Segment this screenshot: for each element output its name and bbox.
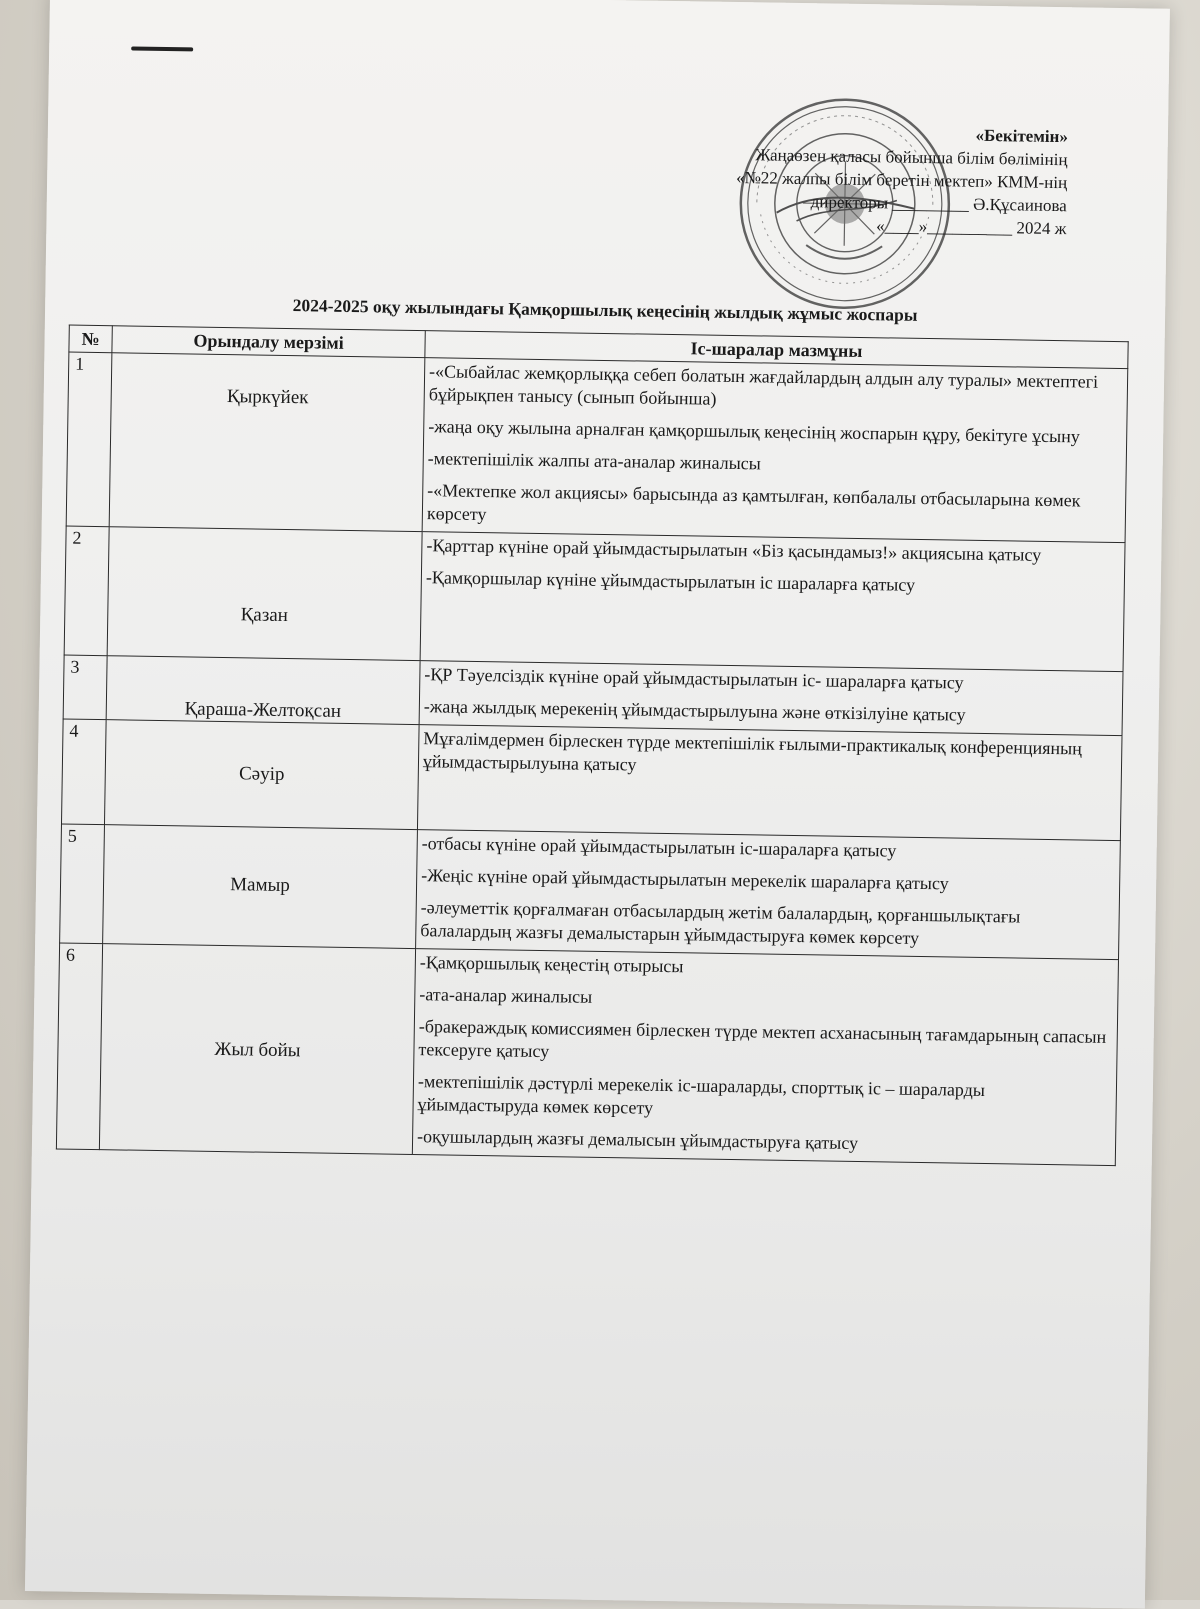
document-sheet xyxy=(25,0,1170,1609)
row-number: 2 xyxy=(64,526,109,656)
row-number: 4 xyxy=(61,719,106,825)
table-row xyxy=(64,526,1125,672)
header-period: Орындалу мерзімі xyxy=(112,326,425,358)
table-row xyxy=(60,824,1121,960)
approval-line-department: Жаңаөзен қаласы бойынша білім бөлімінің xyxy=(755,145,1068,170)
approval-title: «Бекітемін» xyxy=(975,125,1069,147)
activity-item: -«Мектепке жол акциясы» барысында аз қамтылған, көпбалалы отбасыларына көмек көрсету xyxy=(426,480,1081,525)
row-number: 3 xyxy=(63,655,107,720)
activity-item: -мектепішілік дәстүрлі мерекелік іс-шараларды, спорттық іс – шараларды ұйымдастыруда көмек көрсету xyxy=(417,1071,986,1118)
header-number: № xyxy=(69,325,112,353)
approval-line-school: «№22 жалпы білім беретін мектеп» КММ-нің xyxy=(736,168,1068,193)
row-activities xyxy=(419,661,1123,736)
row-activities xyxy=(416,830,1121,960)
row-number: 5 xyxy=(60,824,105,944)
document-title: 2024-2025 оқу жылындағы Қамқоршылық кеңесінің жылдық жұмыс жоспары xyxy=(292,295,918,325)
activity-item: Мұғалімдермен бірлескен түрде мектепішілік ғылыми-практикалық конференцияның ұйымдастырылуына қатысу xyxy=(422,728,1083,775)
row-period: Сәуір xyxy=(104,720,419,830)
approval-line-director: директоры _________ Ә.Құсаинова xyxy=(810,192,1067,216)
activity-item: -жаңа жылдық мерекенің ұйымдастырылуына және өткізілуіне қатысу xyxy=(423,696,966,725)
activity-item: -Қамқоршылар күніне ұйымдастырылатын іс шараларға қатысу xyxy=(425,567,916,595)
approval-line-date: «____»__________ 2024 ж xyxy=(876,216,1067,239)
row-activities xyxy=(420,532,1125,672)
row-period: Қараша-Желтоқсан xyxy=(106,656,420,725)
header-content: Іс-шаралар мазмұны xyxy=(425,331,1128,369)
activity-item: -Жеңіс күніне орай ұйымдастырылатын мерекелік шараларға қатысу xyxy=(421,865,949,894)
activity-item: -отбасы күніне орай ұйымдастырылатын іс-шараларға қатысу xyxy=(421,833,897,861)
row-period: Қыркүйек xyxy=(109,353,425,532)
approval-block xyxy=(606,118,1068,240)
activity-item: -«Сыбайлас жемқорлыққа себеп болатын жағдайлардың алдын алу туралы» мектептегі бұйрықпен танысу (сынып бойынша) xyxy=(428,361,1099,409)
row-number: 6 xyxy=(56,943,102,1150)
row-period: Жыл бойы xyxy=(99,944,415,1155)
pen-dash-mark xyxy=(131,46,193,51)
activity-item: -әлеуметтік қорғалмаған отбасылардың жетім балалардың, қорғаншылықтағы балалардың жазғы демалыстарын ұйымдастыруға көмек көрсету xyxy=(420,897,1021,948)
activity-item: -мектепішілік жалпы ата-аналар жиналысы xyxy=(427,448,762,474)
row-activities xyxy=(412,949,1118,1166)
row-period: Мамыр xyxy=(103,825,418,949)
activity-item: -Қамқоршылық кеңестің отырысы xyxy=(419,952,684,977)
table-row xyxy=(61,719,1122,841)
activity-item: -бракераждық комиссиямен бірлескен түрде мектеп асханасының тағамдарының сапасын тексеруге қатысу xyxy=(418,1016,1107,1062)
row-activities xyxy=(422,358,1128,543)
table-row xyxy=(56,943,1118,1166)
activity-item: -ҚР Тәуелсіздік күніне орай ұйымдастырылатын іс- шараларға қатысу xyxy=(424,664,964,693)
row-period: Қазан xyxy=(107,527,422,661)
row-activities xyxy=(417,725,1122,841)
row-number: 1 xyxy=(66,352,112,527)
table-row xyxy=(66,352,1128,543)
activity-item: -оқушылардың жазғы демалысын ұйымдастыруға қатысу xyxy=(416,1126,859,1154)
activity-item: -Қарттар күніне орай ұйымдастырылатын «Біз қасындамыз!» акциясына қатысу xyxy=(426,535,1042,565)
activity-item: -жаңа оқу жылына арналған қамқоршылық кеңесінің жоспарын құру, бекітуге ұсыну xyxy=(428,416,1081,447)
work-plan-table xyxy=(56,325,1129,1167)
activity-item: -ата-аналар жиналысы xyxy=(419,984,593,1007)
